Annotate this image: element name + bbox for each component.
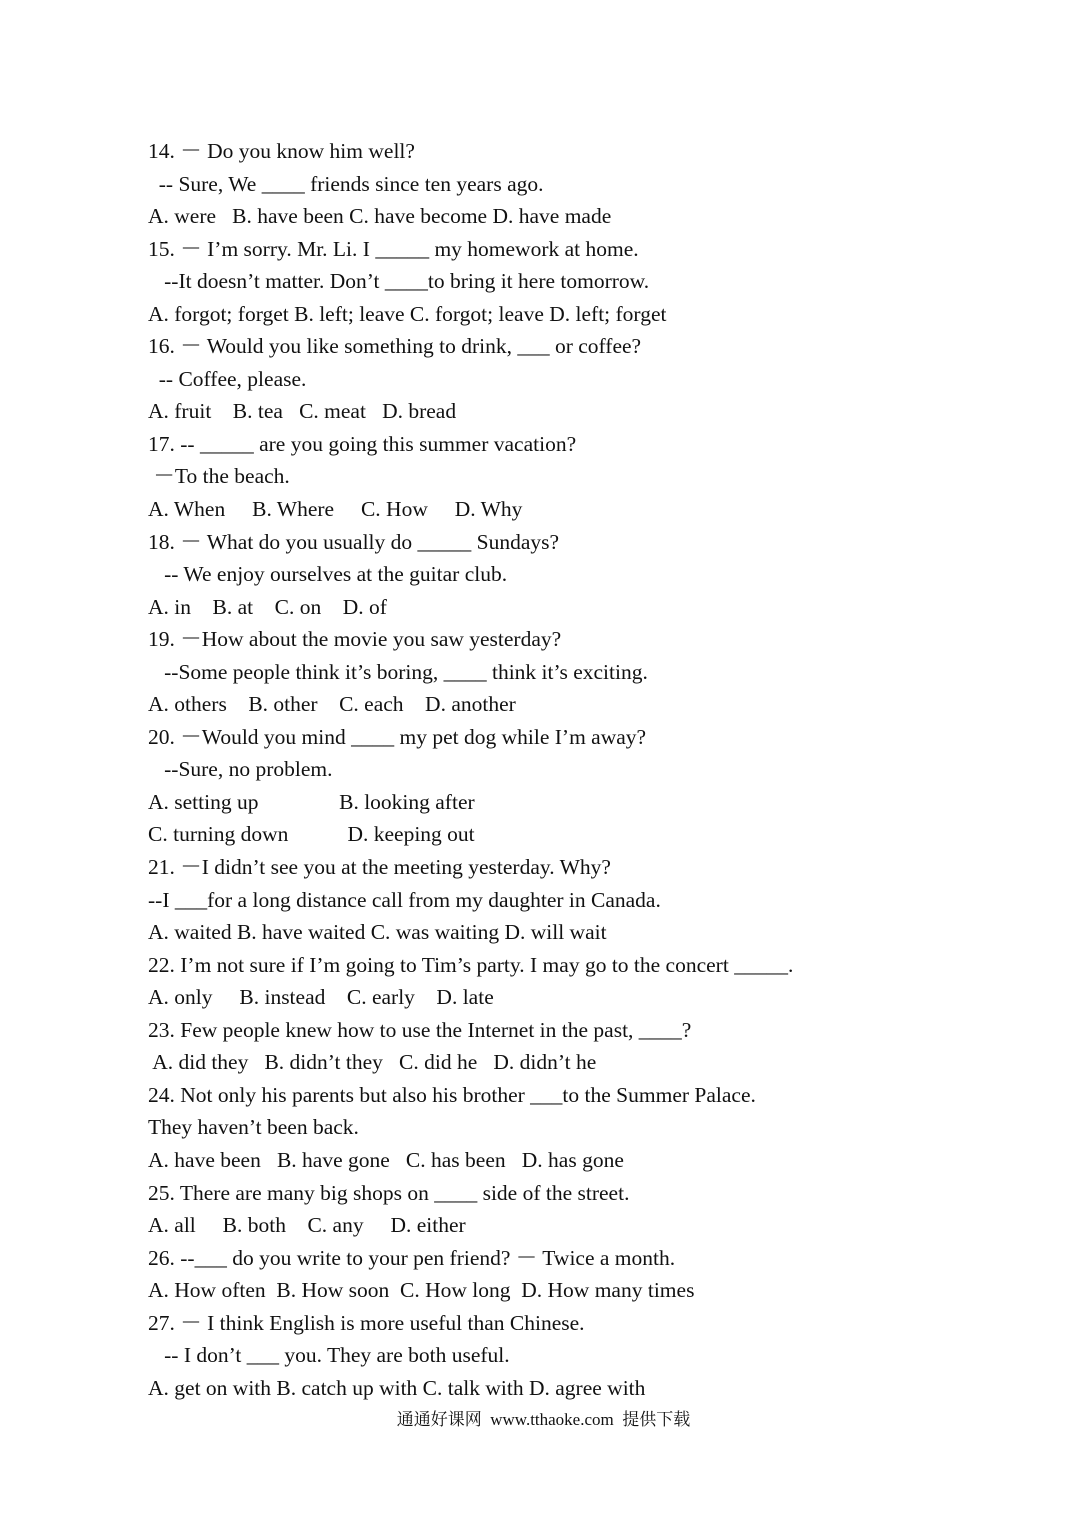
question-20-reply: --Sure, no problem.: [148, 757, 333, 782]
question-14-options: A. were B. have been C. have become D. have made: [148, 204, 612, 229]
question-19-stem: 19. －How about the movie you saw yesterday?: [148, 627, 562, 652]
question-16-stem: 16. － Would you like something to drink, ___ or coffee?: [148, 334, 642, 359]
question-list: [148, 135, 1048, 1404]
question-15-reply: --It doesn’t matter. Don’t ____to bring it here tomorrow.: [148, 269, 650, 294]
question-19-options: A. others B. other C. each D. another: [148, 692, 516, 717]
question-21-reply: --I ___for a long distance call from my daughter in Canada.: [148, 887, 661, 912]
question-16-reply: -- Coffee, please.: [148, 366, 307, 391]
question-24-stem: 24. Not only his parents but also his brother ___to the Summer Palace.: [148, 1082, 756, 1107]
page-footer: 通通好课网 www.tthaoke.com 提供下载: [396, 1410, 691, 1429]
question-22-stem: 22. I’m not sure if I’m going to Tim’s party. I may go to the concert _____.: [148, 952, 794, 977]
question-16-options: A. fruit B. tea C. meat D. bread: [148, 399, 457, 424]
question-20-options-ab: A. setting up B. looking after: [148, 789, 475, 814]
question-14-reply: -- Sure, We ____ friends since ten years ago.: [148, 171, 544, 196]
question-17-reply: －To the beach.: [148, 464, 290, 489]
question-22-options: A. only B. instead C. early D. late: [148, 985, 494, 1010]
question-21-stem: 21. －I didn’t see you at the meeting yesterday. Why?: [148, 855, 611, 880]
question-17-options: A. When B. Where C. How D. Why: [148, 497, 523, 522]
question-27-stem: 27. － I think English is more useful than Chinese.: [148, 1310, 585, 1335]
question-24-stem-continued: They haven’t been back.: [148, 1115, 359, 1140]
question-18-reply: -- We enjoy ourselves at the guitar club.: [148, 562, 508, 587]
question-20-options-cd: C. turning down D. keeping out: [148, 822, 475, 847]
question-15-options: A. forgot; forget B. left; leave C. forgot; leave D. left; forget: [148, 301, 667, 326]
question-25-stem: 25. There are many big shops on ____ side of the street.: [148, 1180, 630, 1205]
question-21-options: A. waited B. have waited C. was waiting D. will wait: [148, 920, 607, 945]
question-25-options: A. all B. both C. any D. either: [148, 1213, 466, 1238]
question-26-options: A. How often B. How soon C. How long D. How many times: [148, 1278, 695, 1303]
question-18-stem: 18. － What do you usually do _____ Sundays?: [148, 529, 560, 554]
question-17-stem: 17. -- _____ are you going this summer vacation?: [148, 431, 577, 456]
question-23-options: A. did they B. didn’t they C. did he D. didn’t he: [148, 1050, 597, 1075]
question-24-options: A. have been B. have gone C. has been D. has gone: [148, 1147, 624, 1172]
question-20-stem: 20. －Would you mind ____ my pet dog while I’m away?: [148, 724, 647, 749]
question-26-stem: 26. --___ do you write to your pen friend? － Twice a month.: [148, 1245, 676, 1270]
question-27-reply: -- I don’t ___ you. They are both useful.: [148, 1343, 510, 1368]
question-23-stem: 23. Few people knew how to use the Internet in the past, ____?: [148, 1017, 692, 1042]
question-18-options: A. in B. at C. on D. of: [148, 594, 387, 619]
question-14-stem: 14. － Do you know him well?: [148, 139, 415, 163]
question-27-options: A. get on with B. catch up with C. talk with D. agree with: [148, 1375, 646, 1400]
question-15-stem: 15. － I’m sorry. Mr. Li. I _____ my homework at home.: [148, 236, 639, 261]
question-19-reply: --Some people think it’s boring, ____ think it’s exciting.: [148, 659, 648, 684]
